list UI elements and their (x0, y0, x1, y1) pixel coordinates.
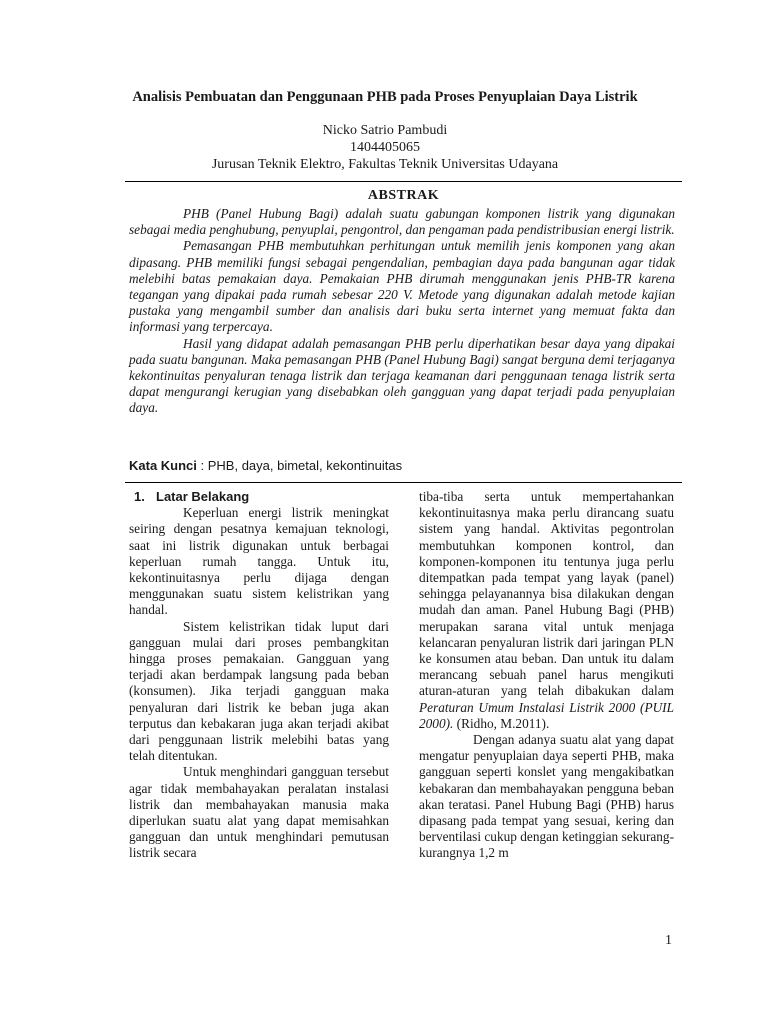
regulation-reference: Peraturan Umum Instalasi Listrik 2000 (PUIL 2000). (419, 699, 674, 731)
keywords-values: : PHB, daya, bimetal, kekontinuitas (196, 458, 403, 473)
body-paragraph: Dengan adanya suatu alat yang dapat mengatur penyuplaian daya seperti PHB, maka gangguan seperti konslet yang mengakibatkan kebakaran dan membahayakan pengguna beban akan teratasi. Panel Hubung Bagi (PHB) harus dipasang pada tempat yang sesuai, kering dan berventilasi cukup dengan ketinggian sekurang-kurangnya 1,2 m (419, 732, 674, 861)
author-affiliation: Jurusan Teknik Elektro, Fakultas Teknik Universitas Udayana (211, 157, 559, 172)
section-heading (129, 489, 389, 505)
author-name: Nicko Satrio Pambudi (322, 123, 448, 138)
abstract-paragraph: PHB (Panel Hubung Bagi) adalah suatu gabungan komponen listrik yang digunakan sebagai media penghubung, penyuplai, pengontrol, dan pengaman pada pendistribusian energi listrik. (129, 206, 675, 238)
author-block (90, 122, 680, 173)
body-paragraph (419, 489, 674, 732)
keywords-line (129, 458, 679, 473)
abstract-heading: ABSTRAK (367, 188, 440, 203)
body-paragraph: Sistem kelistrikan tidak luput dari gangguan mulai dari proses pembangkitan hingga proses pemakaian. Gangguan yang terjadi akan berdampak langsung pada beban (konsumen). Jika terjadi gangguan maka penyaluran dari listrik ke beban juga akan terputus dan kebakaran juga akan terjadi akibat dari penggunaan listrik melebihi batas yang telah ditentukan. (129, 618, 389, 764)
body-paragraph: Keperluan energi listrik meningkat seiring dengan pesatnya kemajuan teknologi, saat ini listrik digunakan untuk berbagai keperluan rumah tangga. Untuk itu, kekontinuitasnya perlu dijaga dengan menggunakan suatu sistem kelistrikan yang handal. (129, 505, 389, 618)
body-text: tiba-tiba serta untuk mempertahankan kekontinuitasnya maka perlu dirancang suatu sistem yang handal. Aktivitas pegontrolan membutuhkan komponen kontrol, dan komponen-komponen itu tentunya juga perlu ditempatkan pada tempat yang layak (panel) sehingga pelayanannya bisa dilakukan dengan mudah dan aman. Panel Hubung Bagi (PHB) merupakan sarana vital untuk menjaga kelancaran penyaluran listrik dari jaringan PLN ke konsumen atau beban. Dan untuk itu dalam merancang sebuah panel harus mengikuti aturan-aturan yang telah dibakukan dalam (419, 489, 674, 699)
author-id: 1404405065 (350, 140, 420, 155)
body-paragraph: Untuk menghindari gangguan tersebut agar tidak membahayakan peralatan instalasi listrik dan membahayakan manusia maka diperlukan suatu alat yang dapat memisahkan gangguan dan untuk menghindari pemutusan listrik secara (129, 764, 389, 861)
abstract-body (129, 206, 675, 417)
top-divider (125, 181, 682, 182)
citation: (Ridho, M.2011). (453, 715, 550, 731)
section-title: Latar Belakang (156, 489, 250, 504)
abstract-paragraph: Hasil yang didapat adalah pemasangan PHB perlu diperhatikan besar daya yang dipakai pada suatu bangunan. Maka pemasangan PHB (Panel Hubung Bagi) sangat berguna demi terjaganya kekontinuitas penyaluran tenaga listrik dan terjaga keamanan dari penggunaan tenaga listrik serta dapat mengurangi kerugian yang disebabkan oleh gangguan yang dapat terjadi pada penyuplaian daya. (129, 335, 675, 416)
abstract-paragraph: Pemasangan PHB membutuhkan perhitungan untuk memilih jenis komponen yang akan dipasang. PHB memiliki fungsi sebagai pengendalian, pembagian daya pada bangunan agar tidak melebihi batas pemakaian daya. Pemakaian PHB dirumah menggunakan jenis PHB-TR karena tegangan yang dipakai pada rumah sebesar 220 V. Metode yang digunakan adalah metode kajian pustaka yang mengambil sumber dan analisis dari buku serta internet yang memuat fakta dan informasi yang terpercaya. (129, 238, 675, 335)
page-number: 1 (665, 933, 672, 948)
keywords-label: Kata Kunci (129, 458, 197, 473)
right-column (419, 489, 674, 862)
left-column (129, 489, 389, 862)
paper-title: Analisis Pembuatan dan Penggunaan PHB pada Proses Penyuplaian Daya Listrik (132, 89, 638, 105)
section-number: 1. (134, 489, 145, 504)
bottom-divider (125, 482, 682, 483)
